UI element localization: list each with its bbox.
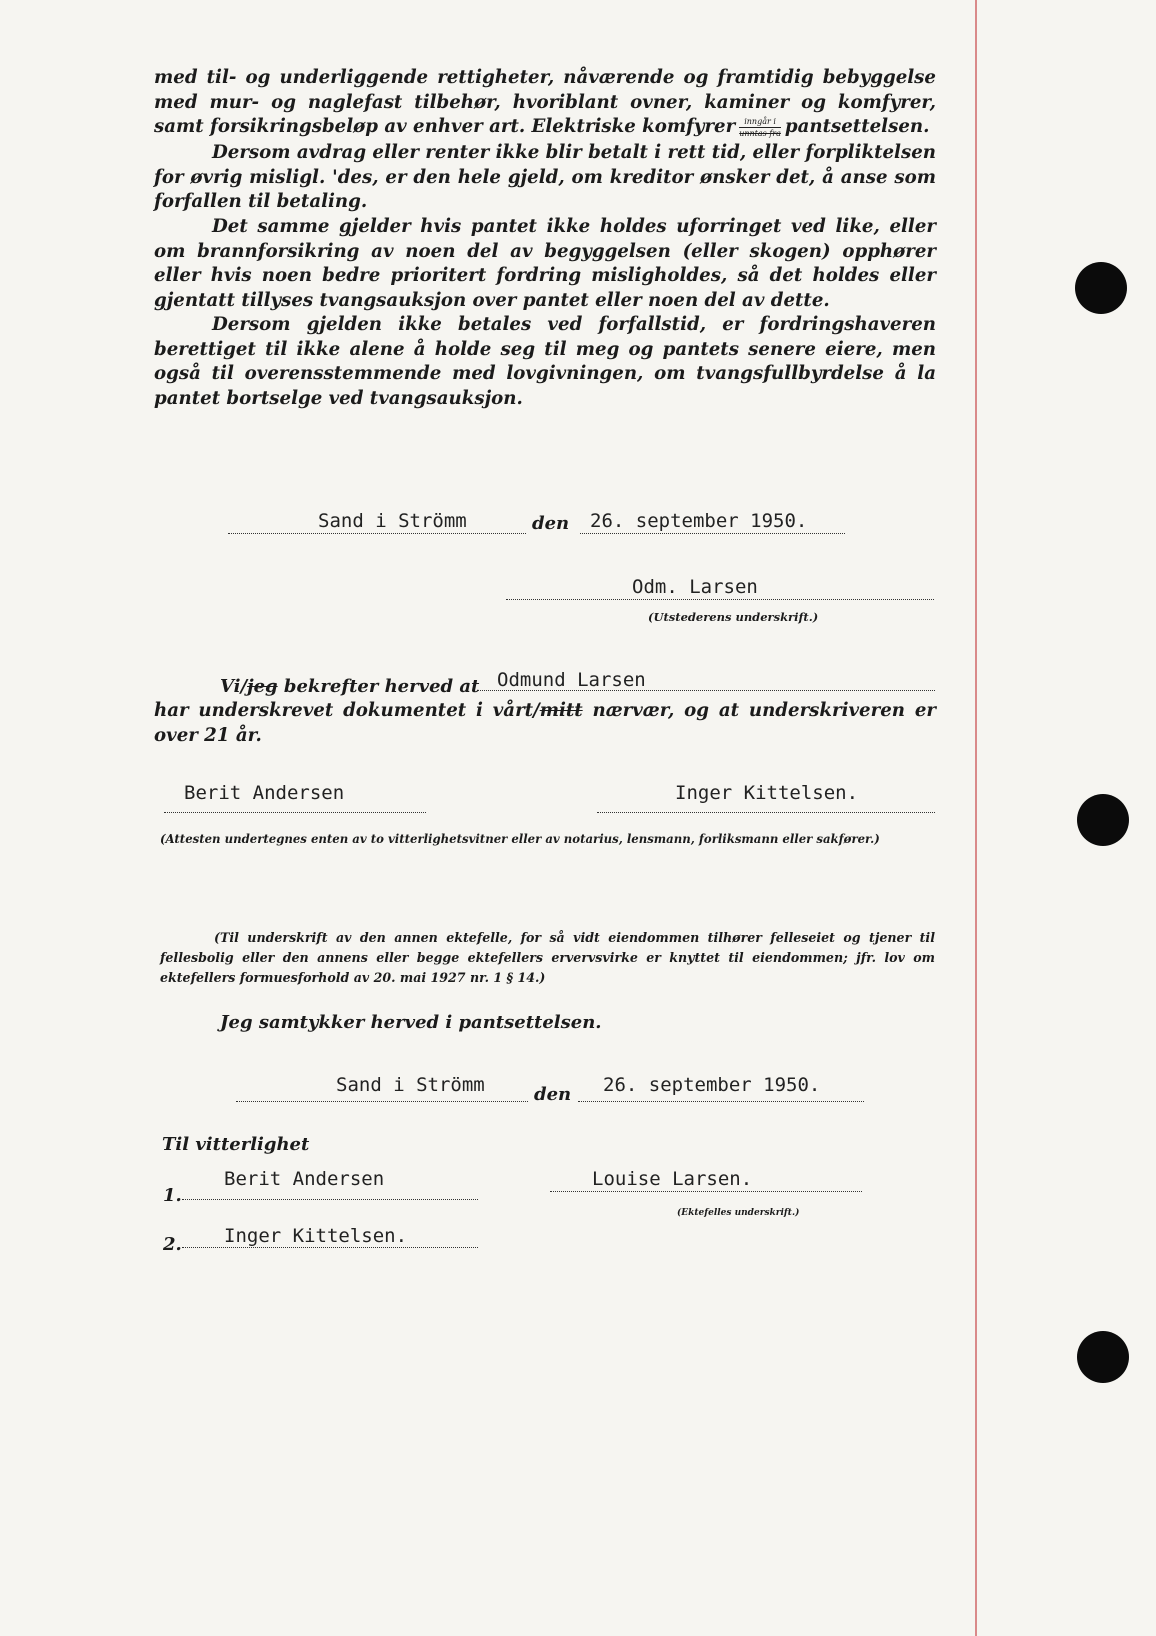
mortgage-paragraph-2: Dersom avdrag eller renter ikke blir betalt i rett tid, eller forpliktelsen for øvrig misligl. 'des, er den hele gjeld, om kreditor ønsker det, å anse som forfallen til betaling. xyxy=(154,142,936,212)
spouse-line xyxy=(550,1191,862,1192)
confirm-line-2: har underskrevet dokumentet i vårt/mitt nærvær, og at underskriveren er over 21 år. xyxy=(154,700,936,746)
punch-hole xyxy=(1077,794,1129,846)
date-1: 26. september 1950. xyxy=(590,510,808,532)
witness-1-line xyxy=(164,812,426,813)
consent-text: Jeg samtykker herved i pantsettelsen. xyxy=(220,1012,602,1033)
place-1: Sand i Strömm xyxy=(318,510,467,532)
mortgage-paragraph-3: Det samme gjelder hvis pantet ikke holdes uforringet ved like, eller om brannforsikring av noen del av begyggelsen (eller skogen) opphører eller hvis noen bedre prioritert fordring misligholdes, så det holdes eller gjentatt tillyses tvangsauksjon over pantet eller noen del av dette. xyxy=(154,216,936,311)
den-label-1: den xyxy=(532,513,570,534)
spouse-note: (Til underskrift av den annen ektefelle, for så vidt eiendommen tilhører felleseiet og tjener til fellesbolig eller den annens eller begge ektefellers ervervsvirke er knyttet til eiendommen; jfr. lov om ektefellers formuesforhold av 20. mai 1927 nr. 1 § 14.) xyxy=(160,930,935,985)
witness-heading: Til vitterlighet xyxy=(162,1134,310,1155)
attest-note: (Attesten undertegnes enten av to vitterlighetsvitner eller av notarius, lensmann, forliksmann eller sakfører.) xyxy=(160,832,880,846)
date-line-1 xyxy=(580,533,845,534)
witness-row-line xyxy=(182,1199,478,1200)
issuer-line xyxy=(506,599,934,600)
spouse-caption: (Ektefelles underskrift.) xyxy=(677,1208,800,1218)
witness-row-number: 1. xyxy=(163,1185,182,1206)
included-excluded-fraction: $\frac{\text{inngår i}}{\text{unntas fra}}$ xyxy=(739,116,781,138)
mortgage-paragraph-4: Dersom gjelden ikke betales ved forfallstid, er fordringshaveren berettiget til ikke alene å holde seg til meg og pantets senere eiere, men også til overensstemmende med lovgivningen, om tvangsfullbyrdelse å la pantet bortselge ved tvangsauksjon. xyxy=(154,314,936,409)
witness-2-line xyxy=(597,812,935,813)
witness-row-signature: Berit Andersen xyxy=(224,1168,385,1190)
confirm-line-1: Vi/jeg bekrefter herved at xyxy=(220,676,480,697)
place-2: Sand i Strömm xyxy=(336,1074,485,1096)
spouse-signature: Louise Larsen. xyxy=(592,1168,753,1190)
mortgage-paragraph-1: med til- og underliggende rettigheter, nåværende og framtidig bebyggelse med mur- og naglefast tilbehør, hvoriblant ovner, kaminer og komfyrer, samt forsikringsbeløp av enhver art. Elektriske komfyrer $\frac{\text{inngår i}}{\text{unntas fra}}$ pantsettelsen. xyxy=(154,67,936,138)
witness-2-signature: Inger Kittelsen. xyxy=(675,782,859,804)
signer-name: Odmund Larsen xyxy=(497,669,646,691)
den-label-2: den xyxy=(534,1084,572,1105)
place-line-2 xyxy=(236,1101,528,1102)
witness-1-signature: Berit Andersen xyxy=(184,782,345,804)
witness-row-signature: Inger Kittelsen. xyxy=(224,1225,408,1247)
issuer-caption: (Utstederens underskrift.) xyxy=(648,610,819,624)
punch-hole xyxy=(1075,262,1127,314)
punch-hole xyxy=(1077,1331,1129,1383)
witness-row-number: 2. xyxy=(163,1234,182,1255)
margin-line xyxy=(975,0,977,1636)
signer-line xyxy=(478,690,935,691)
issuer-signature: Odm. Larsen xyxy=(632,576,758,598)
witness-row-line xyxy=(182,1247,478,1248)
date-line-2 xyxy=(578,1101,864,1102)
date-2: 26. september 1950. xyxy=(603,1074,821,1096)
place-line-1 xyxy=(228,533,526,534)
